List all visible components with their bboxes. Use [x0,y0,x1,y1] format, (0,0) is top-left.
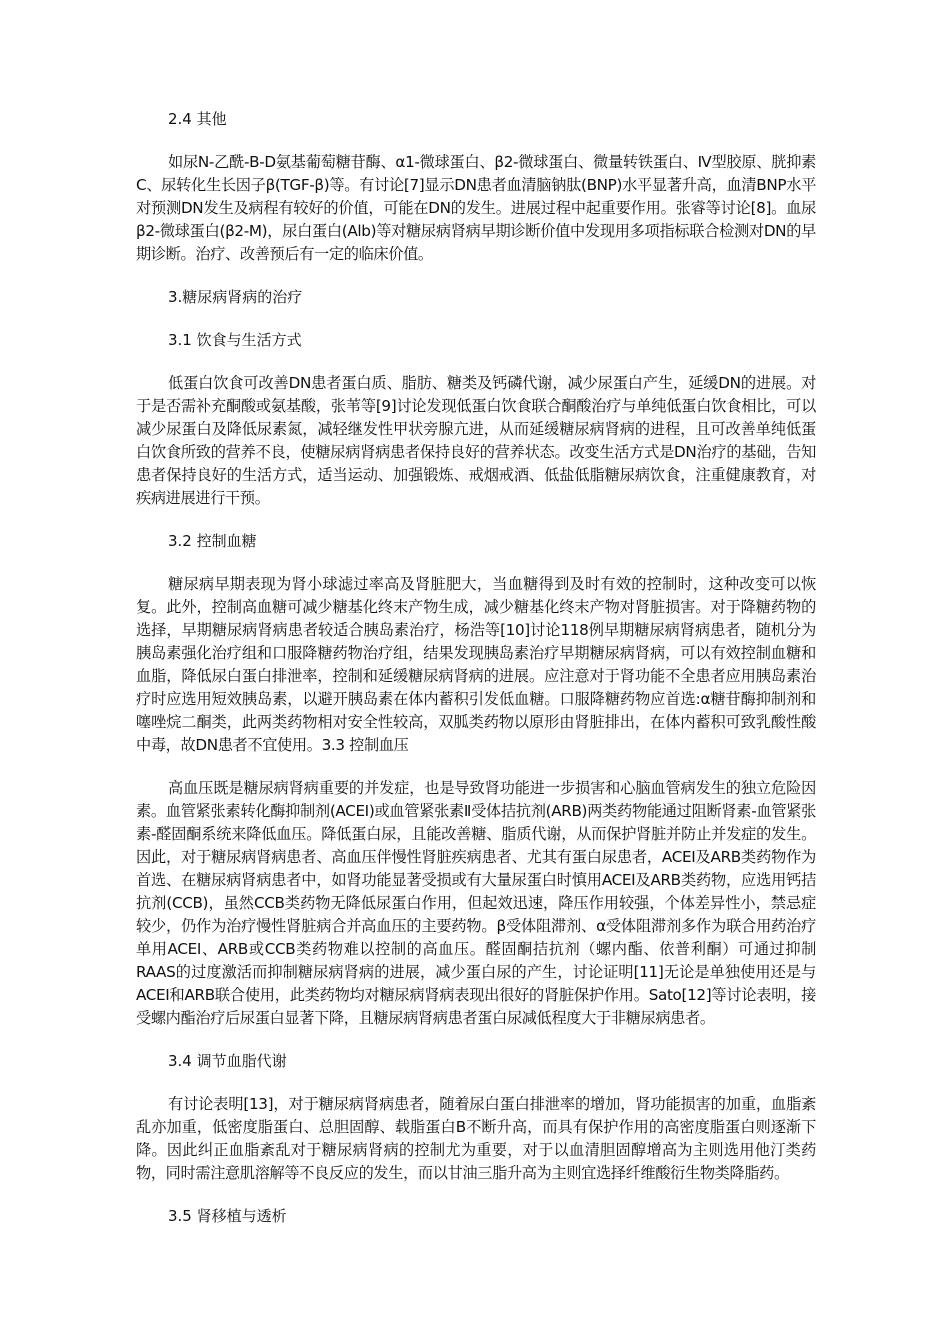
section-heading-3-4: 3.4 调节血脂代谢 [168,1052,287,1070]
paragraph-glucose-control: 糖尿病早期表现为肾小球滤过率高及肾脏肥大，当血糖得到及时有效的控制时，这种改变可以恢复。此外，控制高血糖可减少糖基化终末产物生成，减少糖基化终末产物对肾脏损害。对于降糖药物的选择，早期糖尿病肾病患者较适合胰岛素治疗，杨浩等[10]讨论118例早期糖尿病肾病患者，随机分为胰岛素强化治疗组和口服降糖药物治疗组，结果发现胰岛素治疗早期糖尿病肾病，可以有效控制血糖和血脂，降低尿白蛋白排泄率，控制和延缓糖尿病肾病的进展。应注意对于肾功能不全患者应用胰岛素治疗时应选用短效胰岛素，以避开胰岛素在体内蓄积引发低血糖。口服降糖药物应首选:α糖苷酶抑制剂和噻唑烷二酮类，此两类药物相对安全性较高，双胍类药物以原形由肾脏排出，在体内蓄积可致乳酸性酸中毒，故DN患者不宜使用。3.3 控制血压 [136,575,816,754]
section-heading-3: 3.糖尿病肾病的治疗 [168,288,303,306]
paragraph-diet-lifestyle: 低蛋白饮食可改善DN患者蛋白质、脂肪、糖类及钙磷代谢，减少尿蛋白产生，延缓DN的进展。对于是否需补充酮酸或氨基酸，张苇等[9]讨论发现低蛋白饮食联合酮酸治疗与单纯低蛋白饮食相比，可以减少尿蛋白及降低尿素氮，减轻继发性甲状旁腺亢进，从而延缓糖尿病肾病的进程，且可改善单纯低蛋白饮食所致的营养不良，使糖尿病肾病患者保持良好的营养状态。改变生活方式是DN治疗的基础，告知患者保持良好的生活方式，适当运动、加强锻炼、戒烟戒酒、低盐低脂糖尿病饮食，注重健康教育，对疾病进展进行干预。 [136,374,816,507]
paragraph-other-markers: 如尿N-乙酰-B-D氨基葡萄糖苷酶、α1-微球蛋白、β2-微球蛋白、微量转铁蛋白、Ⅳ型胶原、胱抑素C、尿转化生长因子β(TGF-β)等。有讨论[7]显示DN患者血清脑钠肽(BNP)水平显著升高，血清BNP水平对预测DN发生及病程有较好的价值，可能在DN的发生。进展过程中起重要作用。张睿等讨论[8]。血尿β2-微球蛋白(β2-M)，尿白蛋白(Alb)等对糖尿病肾病早期诊断价值中发现用多项指标联合检测对DN的早期诊断。治疗、改善预后有一定的临床价值。 [136,153,816,263]
section-heading-3-5: 3.5 肾移植与透析 [168,1207,287,1225]
paragraph-blood-pressure: 高血压既是糖尿病肾病重要的并发症，也是导致肾功能进一步损害和心脑血管病发生的独立危险因素。血管紧张素转化酶抑制剂(ACEI)或血管紧张素Ⅱ受体拮抗剂(ARB)两类药物能通过阻断肾素-血管紧张素-醛固酮系统来降低血压。降低蛋白尿，且能改善糖、脂质代谢，从而保护肾脏并防止并发症的发生。因此，对于糖尿病肾病患者、高血压伴慢性肾脏疾病患者、尤其有蛋白尿患者，ACEI及ARB类药物作为首选、在糖尿病肾病患者中，如肾功能显著受损或有大量尿蛋白时慎用ACEI及ARB类药物，应选用钙拮抗剂(CCB)，虽然CCB类药物无降低尿蛋白作用，但起效迅速，降压作用较强，个体差异性小，禁忌症较少，仍作为治疗慢性肾脏病合并高血压的主要药物。β受体阻滞剂、α受体阻滞剂多作为联合用药治疗单用ACEI、ARB或CCB类药物难以控制的高血压。醛固酮拮抗剂（螺内酯、依普利酮）可通过抑制RAAS的过度激活而抑制糖尿病肾病的进展，减少蛋白尿的产生，讨论证明[11]无论是单独使用还是与ACEI和ARB联合使用，此类药物均对糖尿病肾病表现出很好的肾脏保护作用。Sato[12]等讨论表明，接受螺内酯治疗后尿蛋白显著下降，且糖尿病肾病患者蛋白尿减低程度大于非糖尿病患者。 [136,779,816,1027]
section-heading-2-4: 2.4 其他 [168,110,227,128]
paragraph-lipid-metabolism: 有讨论表明[13]，对于糖尿病肾病患者，随着尿白蛋白排泄率的增加，肾功能损害的加重，血脂紊乱亦加重，低密度脂蛋白、总胆固醇、载脂蛋白B不断升高，而具有保护作用的高密度脂蛋白则逐渐下降。因此纠正血脂紊乱对于糖尿病肾病的控制尤为重要，对于以血清胆固醇增高为主则选用他汀类药物，同时需注意肌溶解等不良反应的发生，而以甘油三脂升高为主则宜选择纤维酸衍生物类降脂药。 [136,1095,816,1182]
section-heading-3-1: 3.1 饮食与生活方式 [168,331,302,349]
section-heading-3-2: 3.2 控制血糖 [168,532,257,550]
document-page [136,108,816,1248]
